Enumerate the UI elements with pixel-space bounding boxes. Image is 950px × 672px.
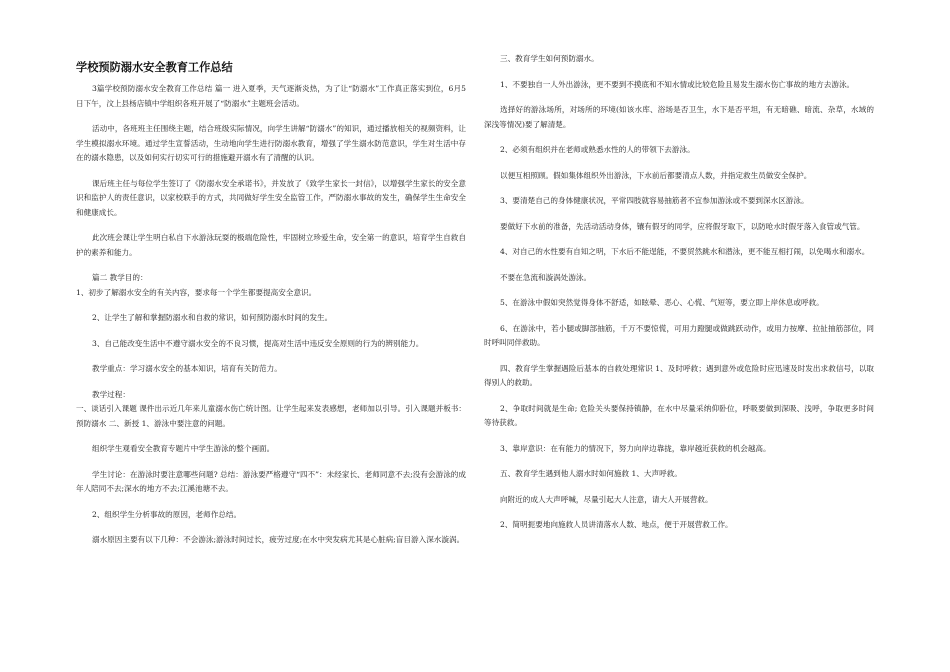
paragraph: 五、教育学生遇到他人溺水时如何施救 1、大声呼救。	[500, 469, 682, 478]
right-paragraphs	[484, 52, 874, 533]
paragraph: 以便互相照顾。假如集体组织外出游泳，下水前后都要清点人数，并指定救生员做安全保护。	[500, 170, 812, 180]
paragraph: 三、教育学生如何预防溺水。	[500, 54, 599, 63]
paragraph: 3、要清楚自己的身体健康状况，平常四肢就容易抽筋者不宜参加游泳或不要到深水区游泳。	[500, 196, 809, 205]
paragraph: 5、在游泳中假如突然觉得身体不舒适，如眩晕、恶心、心慌、气短等，要立即上岸休息或呼救。	[500, 298, 824, 307]
paragraph: 教学过程：	[92, 389, 130, 399]
paragraph: 6、在游泳中，若小腿或脚部抽筋，千万不要惊慌，可用力蹬腿或做跳跃动作，或用力按摩、拉扯抽筋部位，同时呼叫同伴救助。	[484, 323, 874, 347]
paragraph: 向附近的成人大声呼喊，尽量引起大人注意，请大人开展营救。	[500, 494, 713, 504]
paragraph: 一、谈话引入课题 课件出示近几年来儿童溺水伤亡统计图。让学生起来发表感想，老师加以引导。引入课题并板书：预防溺水 二、新授 1、游泳中要注意的问题。	[76, 404, 466, 428]
paragraph: 活动中，各班班主任围绕主题，结合班级实际情况，向学生讲解“防溺水”的知识，通过播放相关的视频资料，让学生模拟溺水环境。通过学生宣誓活动，生动地向学生进行防溺水教育，增强了学生溺水防范意识，学生对生活中存在的溺水隐患，以及如何实行切实可行的措施避开溺水有了清醒的认识。	[76, 124, 466, 162]
left-paragraphs	[76, 82, 466, 548]
paragraph: 3篇学校预防溺水安全教育工作总结 篇一 进入夏季，天气逐渐炎热，为了让“防溺水”工作真正落实到位，6月5日下午，汶上县杨店镇中学组织各班开展了“防溺水”主题班会活动。	[76, 84, 466, 108]
paragraph: 溺水原因主要有以下几种：不会游泳;游泳时间过长，疲劳过度;在水中突发病尤其是心脏病;盲目游入深水漩涡。	[92, 535, 465, 544]
left-column	[76, 60, 466, 559]
paragraph: 选择好的游泳场所，对场所的环境(如该水库、浴场是否卫生，水下是否平坦，有无暗礁、暗流、杂草，水域的深浅等情况)要了解清楚。	[484, 105, 874, 129]
paragraph: 学生讨论：在游泳时要注意哪些问题? 总结：游泳要严格遵守“四不”：未经家长、老师同意不去;没有会游泳的成年人陪同不去;深水的地方不去;江溪池塘不去。	[76, 469, 466, 493]
paragraph: 要做好下水前的准备，先活动活动身体，镶有假牙的同学，应将假牙取下，以防呛水时假牙落入食管或气管。	[500, 221, 865, 231]
paragraph: 教学重点：学习溺水安全的基本知识，培育有关防范力。	[92, 364, 282, 373]
paragraph: 1、初步了解溺水安全的有关内容，要求每一个学生都要提高安全意识。	[76, 287, 317, 297]
paragraph: 课后班主任与每位学生签订了《防溺水安全承诺书》，并发放了《致学生家长一封信》，以增强学生家长的安全意识和监护人的责任意识，以家校联手的方式，共同做好学生安全监管工作，严防溺水事故的发生，确保学生生命安全和健康成长。	[76, 178, 466, 217]
paragraph: 4、对自己的水性要有自知之明，下水后不能逞能，不要贸然跳水和潜泳，更不能互相打闹，以免喝水和溺水。	[500, 247, 870, 256]
paragraph: 3、自己能改变生活中不遵守溺水安全的不良习惯，提高对生活中违反安全原则的行为的辨别能力。	[92, 338, 424, 348]
right-column	[484, 52, 874, 544]
paragraph: 3、靠岸意识：在有能力的情况下，努力向岸边靠拢，靠岸越近获救的机会越高。	[500, 443, 771, 453]
paragraph: 此次班会课让学生明白私自下水游泳玩耍的极端危险性，牢固树立珍爱生命，安全第一的意识，培育学生自救自护的素养和能力。	[76, 233, 466, 257]
paragraph: 四、教育学生掌握遇险后基本的自救处理常识 1、及时呼救；遇到意外或危险时应迅速及时发出求救信号，以取得别人的救助。	[484, 363, 874, 387]
paragraph: 1、不要独自一人外出游泳，更不要到不摸底和不知水情或比较危险且易发生溺水伤亡事故的地方去游泳。	[500, 79, 855, 89]
paragraph: 组织学生观看安全教育专题片中学生游泳的整个画面。	[92, 444, 275, 453]
paragraph: 不要在急流和漩涡处游泳。	[500, 272, 592, 282]
document-title: 学校预防溺水安全教育工作总结	[76, 61, 233, 74]
paragraph: 2、争取时间就是生命; 危险关头要保持镇静，在水中尽量采纳仰卧位，呼吸要做到深吸、浅呼，争取更多时间等待获救。	[484, 403, 874, 427]
paragraph: 2、组织学生分析事故的原因，老师作总结。	[92, 509, 242, 519]
paragraph: 2、让学生了解和掌握防溺水和自救的常识，如何预防溺水时间的发生。	[92, 313, 333, 322]
paragraph: 2、简明扼要地向施救人员讲清落水人数、地点，便于开展营救工作。	[500, 520, 733, 529]
paragraph: 篇二 教学目的：	[92, 273, 148, 282]
paragraph: 2、必须有组织并在老师或熟悉水性的人的带领下去游泳。	[500, 145, 695, 154]
